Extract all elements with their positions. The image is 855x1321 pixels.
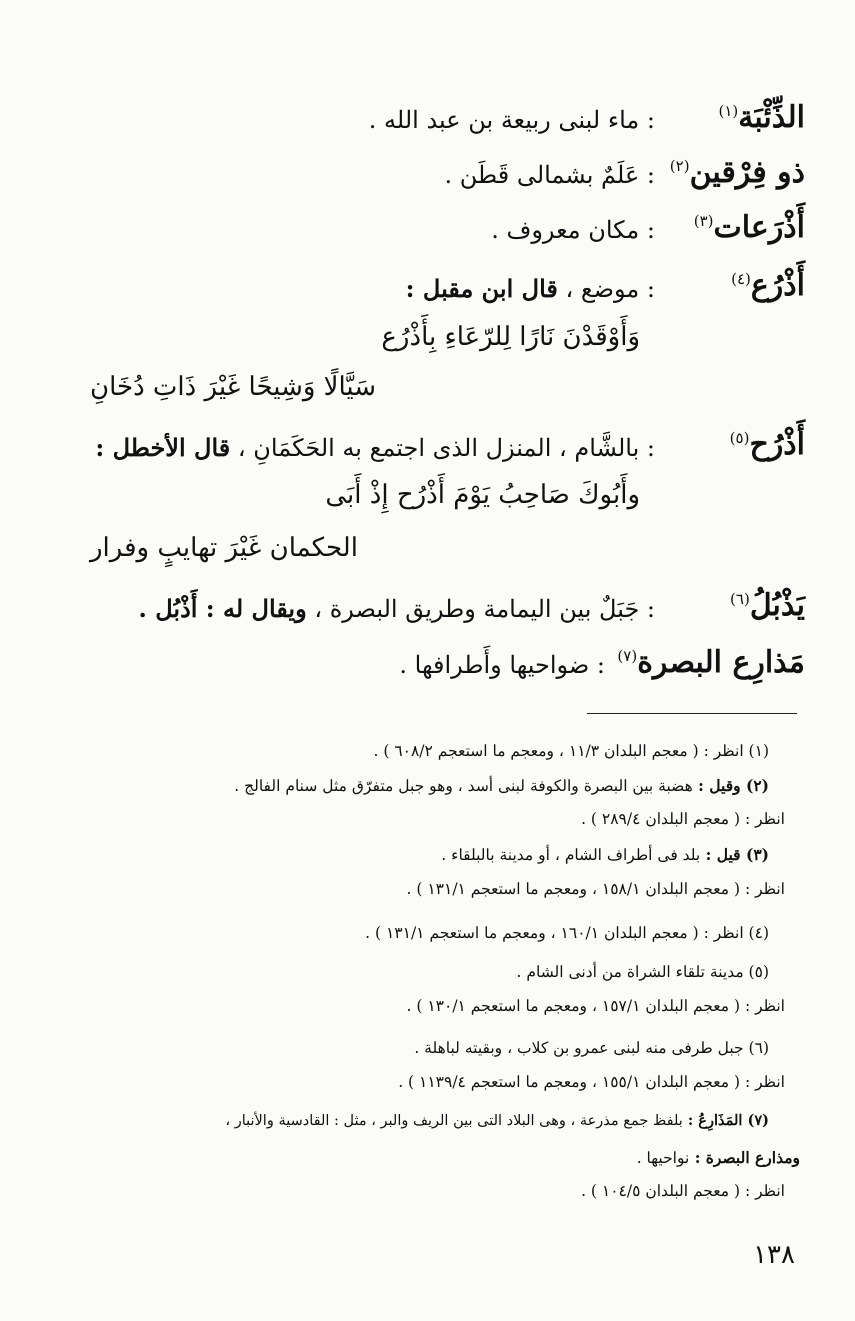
entry-definition: : جَبَلٌ بين اليمامة وطريق البصرة ، ويقال له : أَذْبُل . xyxy=(138,594,655,623)
entry-5 xyxy=(60,427,805,479)
entry-4 xyxy=(60,268,805,320)
footnote-line: (٧) المَذَارِعُ : بلفظ جمع مذرعة ، وهى البلاد التى بين الريف والبر ، مثل : القادسية والأنبار ، xyxy=(225,1112,769,1129)
entry-definition: : عَلَمٌ بشمالى قَطَن . xyxy=(444,161,655,189)
entry-term: أَذْرُح$^{(٥)}$ xyxy=(729,427,805,462)
footnote-ref: (٤) xyxy=(731,270,751,288)
entry-term: أَذْرَعات$^{(٣)}$ xyxy=(693,210,805,245)
footnote-line: انظر : ( معجم البلدان ١٠٤/٥ ) . xyxy=(581,1182,785,1200)
verse-line: سَيَّالًا وَشِيحًا غَيْرَ ذَاتِ دُخَانِ xyxy=(90,372,377,402)
entry-2 xyxy=(60,155,805,207)
entry-6 xyxy=(60,588,805,640)
footnote-ref: (٥) xyxy=(729,429,750,447)
entry-definition: : ضواحيها وأَطرافها . xyxy=(399,651,605,679)
entry-term: يَذْبُلُ$^{(٦)}$ xyxy=(730,588,805,623)
footnote-line: انظر : ( معجم البلدان ٢٨٩/٤ ) . xyxy=(581,810,785,828)
footnote-line: (٦) جبل طرفى منه لبنى عمرو بن كلاب ، وبقيته لباهلة . xyxy=(414,1039,769,1057)
entry-1 xyxy=(60,100,805,152)
verse-line: الحكمان غَيْرَ تهايبٍ وفرار xyxy=(90,533,358,563)
footnote-line: (٢) وقيل : هضبة بين البصرة والكوفة لبنى أسد ، وهو جبل متفرّق مثل سنام الفالج . xyxy=(234,776,769,795)
footnote-line: انظر : ( معجم البلدان ١٥٧/١ ، ومعجم ما استعجم ١٣٠/١ ) . xyxy=(406,997,785,1015)
verse-line: وَأَوْقَدْنَ نَارًا لِلرّعَاءِ بِأَذْرُع xyxy=(381,322,640,352)
entry-definition: : ماء لبنى ربيعة بن عبد الله . xyxy=(368,106,655,134)
footnote-ref: (٦) xyxy=(730,590,750,608)
footnote-ref: (٢) xyxy=(669,157,690,175)
entry-definition: : مكان معروف . xyxy=(491,216,655,244)
page-number: ١٣٨ xyxy=(753,1240,795,1270)
entry-term: مَذارِع البصرة$^{(٧)}$ xyxy=(617,645,805,680)
footnote-line: انظر : ( معجم البلدان ١٥٥/١ ، ومعجم ما استعجم ١١٣٩/٤ ) . xyxy=(398,1073,785,1091)
footnote-line: (١) انظر : ( معجم البلدان ١١/٣ ، ومعجم ما استعجم ٦٠٨/٢ ) . xyxy=(373,742,769,760)
entry-7 xyxy=(60,645,805,697)
entry-definition: : بالشَّام ، المنزل الذى اجتمع به الحَكَمَانِ ، قال الأخطل : xyxy=(95,433,655,462)
footnote-ref: (٣) xyxy=(693,212,714,230)
footnote-line: (٣) قيل : بلد فى أطراف الشام ، أو مدينة بالبلقاء . xyxy=(441,845,769,864)
footnote-ref: (٧) xyxy=(617,647,638,665)
footnote-separator xyxy=(587,713,797,714)
footnote-ref: (١) xyxy=(718,102,739,120)
entry-3 xyxy=(60,210,805,262)
footnote-line: (٥) مدينة تلقاء الشراة من أدنى الشام . xyxy=(516,963,769,981)
footnote-line: (٤) انظر : ( معجم البلدان ١٦٠/١ ، ومعجم ما استعجم ١٣١/١ ) . xyxy=(365,924,769,942)
entry-definition: : موضع ، قال ابن مقبل : xyxy=(405,274,655,303)
entry-term: الذِّئْبَة$^{(١)}$ xyxy=(718,100,805,135)
verse-line: وأَبُوكَ صَاحِبُ يَوْمَ أَذْرُح إِذْ أَبَى xyxy=(325,480,640,510)
entry-term: ذو فِرْقين$^{(٢)}$ xyxy=(669,155,805,190)
entry-term: أَذْرُع$^{(٤)}$ xyxy=(731,268,805,303)
footnote-line: انظر : ( معجم البلدان ١٥٨/١ ، ومعجم ما استعجم ١٣١/١ ) . xyxy=(406,880,785,898)
footnote-line: ومذارع البصرة : نواحيها . xyxy=(636,1148,800,1167)
